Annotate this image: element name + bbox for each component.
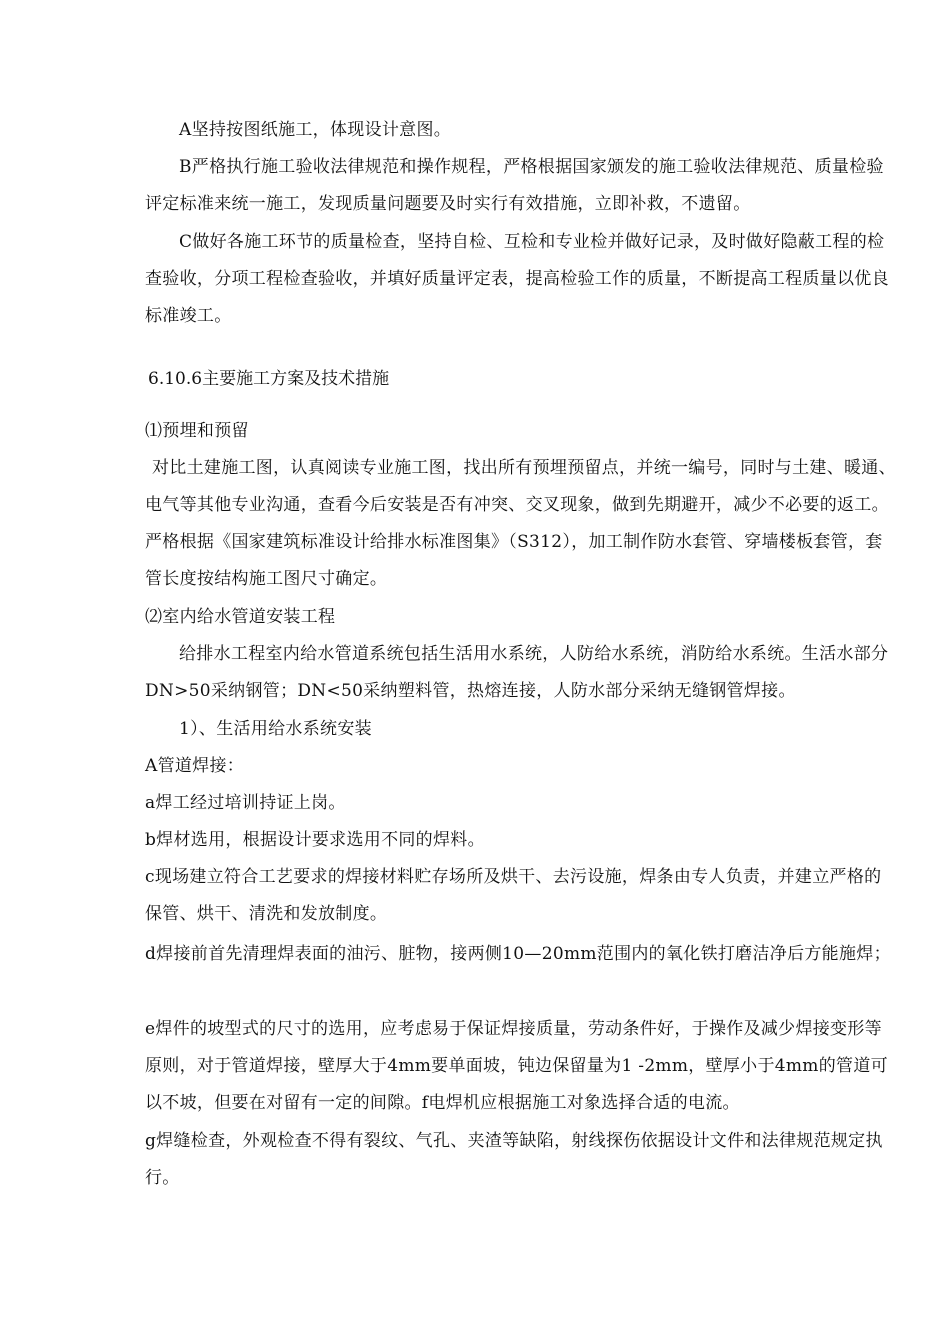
weld-title: A管道焊接： <box>145 756 245 776</box>
item1-body: 对比土建施工图，认真阅读专业施工图，找出所有预埋预留点，并统一编号，同时与土建、暖通、电气等其他专业沟通，查看今后安装是否有冲突、交叉现象，做到先期避开，减少不必要的返工。严格根据《国家建筑标准设计给排水标准图集》（S312），加工制作防水套管、穿墙楼板套管，套管长度按结构施工图尺寸确定。 <box>145 458 896 589</box>
section-title: 6.10.6主要施工方案及技术措施 <box>148 369 390 389</box>
paragraph-a: A坚持按图纸施工，体现设计意图。 <box>179 120 452 140</box>
weld-item-d: d焊接前首先清理焊表面的油污、脏物，接两侧10—20mm范围内的氧化铁打磨洁净后方能施焊； <box>145 944 891 964</box>
paragraph-c: C做好各施工环节的质量检查，坚持自检、互检和专业检并做好记录，及时做好隐蔽工程的检查验收，分项工程检查验收，并填好质量评定表，提高检验工作的质量，不断提高工程质量以优良标准竣工。 <box>145 232 889 326</box>
weld-item-e: e焊件的坡型式的尺寸的选用，应考虑易于保证焊接质量，劳动条件好，于操作及减少焊接变形等原则，对于管道焊接，壁厚大于4mm要单面坡，钝边保留量为1 -2mm，壁厚小于4mm的管道可以不坡，但要在对留有一定的间隙。f电焊机应根据施工对象选择合适的电流。 <box>145 1019 888 1113</box>
paragraph-b: B严格执行施工验收法律规范和操作规程，严格根据国家颁发的施工验收法律规范、质量检验评定标准来统一施工，发现质量问题要及时实行有效措施，立即补救，不遗留。 <box>145 157 884 214</box>
sub1-title: 1）、生活用给水系统安装 <box>179 719 372 739</box>
item1-title: ⑴预埋和预留 <box>145 421 249 441</box>
item2-body: 给排水工程室内给水管道系统包括生活用水系统，人防给水系统，消防给水系统。生活水部分DN>50采纳钢管；DN<50采纳塑料管，热熔连接，人防水部分采纳无缝钢管焊接。 <box>145 644 889 701</box>
weld-item-a: a焊工经过培训持证上岗。 <box>145 793 346 813</box>
weld-item-g: g焊缝检查，外观检查不得有裂纹、气孔、夹渣等缺陷，射线探伤依据设计文件和法律规范规定执行。 <box>145 1131 883 1188</box>
weld-item-c: c现场建立符合工艺要求的焊接材料贮存场所及烘干、去污设施，焊条由专人负责，并建立严格的保管、烘干、清洗和发放制度。 <box>145 867 882 924</box>
weld-item-b: b焊材选用，根据设计要求选用不同的焊料。 <box>145 830 485 850</box>
item2-title: ⑵室内给水管道安装工程 <box>145 607 336 627</box>
